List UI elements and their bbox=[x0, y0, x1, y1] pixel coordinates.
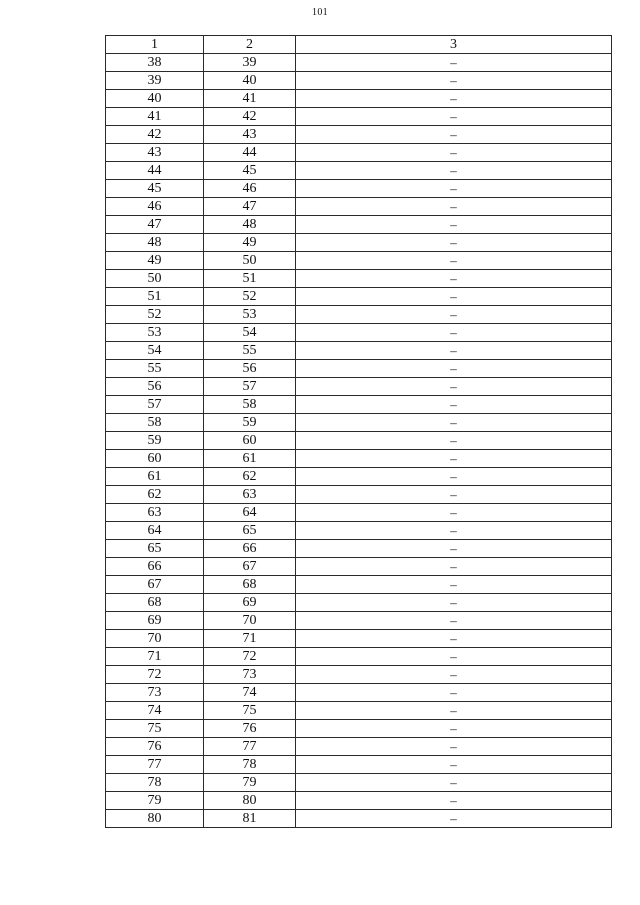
table-cell-col-3: – bbox=[296, 756, 612, 774]
table-cell-col-3: – bbox=[296, 144, 612, 162]
table-row bbox=[106, 252, 612, 270]
table-cell-col-2: 52 bbox=[204, 288, 296, 306]
table-cell-col-1: 56 bbox=[106, 378, 204, 396]
table-cell-col-1: 44 bbox=[106, 162, 204, 180]
table-row bbox=[106, 756, 612, 774]
table-cell-col-3: – bbox=[296, 342, 612, 360]
table-cell-col-1: 55 bbox=[106, 360, 204, 378]
table-row bbox=[106, 144, 612, 162]
table-cell-col-1: 79 bbox=[106, 792, 204, 810]
table-cell-col-3: – bbox=[296, 810, 612, 828]
table-cell-col-2: 62 bbox=[204, 468, 296, 486]
table-cell-col-3: – bbox=[296, 414, 612, 432]
table-row bbox=[106, 702, 612, 720]
table-row bbox=[106, 558, 612, 576]
table-cell-col-3: – bbox=[296, 450, 612, 468]
table-cell-col-2: 45 bbox=[204, 162, 296, 180]
table-cell-col-2: 73 bbox=[204, 666, 296, 684]
data-table bbox=[105, 35, 612, 828]
table-cell-col-3: – bbox=[296, 648, 612, 666]
table-row bbox=[106, 234, 612, 252]
table-cell-col-1: 65 bbox=[106, 540, 204, 558]
table-row bbox=[106, 684, 612, 702]
table-cell-col-2: 63 bbox=[204, 486, 296, 504]
table-cell-col-3: – bbox=[296, 504, 612, 522]
table-row bbox=[106, 198, 612, 216]
table-cell-col-1: 52 bbox=[106, 306, 204, 324]
table-row bbox=[106, 126, 612, 144]
table-cell-col-3: – bbox=[296, 72, 612, 90]
table-cell-col-1: 42 bbox=[106, 126, 204, 144]
table-cell-col-1: 57 bbox=[106, 396, 204, 414]
table-cell-col-3: – bbox=[296, 126, 612, 144]
table-cell-col-1: 80 bbox=[106, 810, 204, 828]
table-cell-col-2: 71 bbox=[204, 630, 296, 648]
table-cell-col-1: 66 bbox=[106, 558, 204, 576]
table-cell-col-3: – bbox=[296, 90, 612, 108]
table-cell-col-2: 81 bbox=[204, 810, 296, 828]
table-cell-col-2: 58 bbox=[204, 396, 296, 414]
table-cell-col-2: 70 bbox=[204, 612, 296, 630]
table-cell-col-1: 49 bbox=[106, 252, 204, 270]
table-cell-col-1: 41 bbox=[106, 108, 204, 126]
table-cell-col-1: 76 bbox=[106, 738, 204, 756]
table-cell-col-2: 47 bbox=[204, 198, 296, 216]
table-cell-col-2: 67 bbox=[204, 558, 296, 576]
table-cell-col-3: – bbox=[296, 360, 612, 378]
table-cell-col-3: – bbox=[296, 774, 612, 792]
table-row bbox=[106, 414, 612, 432]
table-cell-col-2: 42 bbox=[204, 108, 296, 126]
table-cell-col-2: 69 bbox=[204, 594, 296, 612]
table-cell-col-3: – bbox=[296, 216, 612, 234]
table-cell-col-3: – bbox=[296, 162, 612, 180]
table-row bbox=[106, 270, 612, 288]
table-cell-col-3: – bbox=[296, 720, 612, 738]
table-row bbox=[106, 90, 612, 108]
table-cell-col-3: – bbox=[296, 198, 612, 216]
table-cell-col-3: – bbox=[296, 252, 612, 270]
table-cell-col-2: 43 bbox=[204, 126, 296, 144]
table-cell-col-2: 72 bbox=[204, 648, 296, 666]
table-cell-col-1: 53 bbox=[106, 324, 204, 342]
table-cell-col-1: 43 bbox=[106, 144, 204, 162]
table-row bbox=[106, 738, 612, 756]
table-row bbox=[106, 324, 612, 342]
table-cell-col-3: – bbox=[296, 234, 612, 252]
table-row bbox=[106, 162, 612, 180]
table-cell-col-2: 57 bbox=[204, 378, 296, 396]
table-row bbox=[106, 288, 612, 306]
table-cell-col-2: 44 bbox=[204, 144, 296, 162]
table-row bbox=[106, 522, 612, 540]
table-cell-col-1: 62 bbox=[106, 486, 204, 504]
table-row bbox=[106, 666, 612, 684]
table-row bbox=[106, 180, 612, 198]
table-cell-col-2: 76 bbox=[204, 720, 296, 738]
table-cell-col-1: 60 bbox=[106, 450, 204, 468]
table-row bbox=[106, 360, 612, 378]
table-row bbox=[106, 594, 612, 612]
table-cell-col-1: 48 bbox=[106, 234, 204, 252]
table-cell-col-2: 51 bbox=[204, 270, 296, 288]
table-row bbox=[106, 396, 612, 414]
table-cell-col-2: 64 bbox=[204, 504, 296, 522]
table-row bbox=[106, 720, 612, 738]
table-cell-col-2: 68 bbox=[204, 576, 296, 594]
header-row bbox=[106, 36, 612, 54]
table-cell-col-2: 59 bbox=[204, 414, 296, 432]
table-cell-col-1: 75 bbox=[106, 720, 204, 738]
table-cell-col-3: – bbox=[296, 630, 612, 648]
table-cell-col-1: 39 bbox=[106, 72, 204, 90]
table-cell-col-1: 40 bbox=[106, 90, 204, 108]
table-row bbox=[106, 108, 612, 126]
data-table-container bbox=[105, 35, 611, 828]
table-row bbox=[106, 792, 612, 810]
table-row bbox=[106, 72, 612, 90]
table-row bbox=[106, 378, 612, 396]
table-cell-col-3: – bbox=[296, 108, 612, 126]
table-row bbox=[106, 774, 612, 792]
table-cell-col-1: 72 bbox=[106, 666, 204, 684]
table-row bbox=[106, 54, 612, 72]
table-cell-col-2: 74 bbox=[204, 684, 296, 702]
table-body bbox=[106, 54, 612, 828]
table-row bbox=[106, 612, 612, 630]
table-cell-col-2: 41 bbox=[204, 90, 296, 108]
table-cell-col-2: 55 bbox=[204, 342, 296, 360]
table-cell-col-3: – bbox=[296, 702, 612, 720]
table-cell-col-2: 56 bbox=[204, 360, 296, 378]
page-number: 101 bbox=[312, 7, 328, 18]
table-cell-col-1: 78 bbox=[106, 774, 204, 792]
table-cell-col-1: 74 bbox=[106, 702, 204, 720]
table-cell-col-1: 38 bbox=[106, 54, 204, 72]
table-cell-col-1: 45 bbox=[106, 180, 204, 198]
table-cell-col-1: 70 bbox=[106, 630, 204, 648]
table-row bbox=[106, 810, 612, 828]
table-row bbox=[106, 306, 612, 324]
table-cell-col-3: – bbox=[296, 378, 612, 396]
table-cell-col-3: – bbox=[296, 324, 612, 342]
table-cell-col-2: 61 bbox=[204, 450, 296, 468]
table-cell-col-1: 64 bbox=[106, 522, 204, 540]
table-cell-col-1: 47 bbox=[106, 216, 204, 234]
table-cell-col-3: – bbox=[296, 684, 612, 702]
table-cell-col-2: 79 bbox=[204, 774, 296, 792]
table-cell-col-1: 61 bbox=[106, 468, 204, 486]
table-row bbox=[106, 216, 612, 234]
table-cell-col-3: – bbox=[296, 288, 612, 306]
table-cell-col-2: 39 bbox=[204, 54, 296, 72]
table-cell-col-2: 46 bbox=[204, 180, 296, 198]
table-cell-col-2: 60 bbox=[204, 432, 296, 450]
table-cell-col-1: 46 bbox=[106, 198, 204, 216]
table-cell-col-1: 67 bbox=[106, 576, 204, 594]
table-cell-col-2: 53 bbox=[204, 306, 296, 324]
table-cell-col-3: – bbox=[296, 270, 612, 288]
table-row bbox=[106, 630, 612, 648]
table-cell-col-3: – bbox=[296, 522, 612, 540]
table-cell-col-3: – bbox=[296, 576, 612, 594]
table-cell-col-2: 66 bbox=[204, 540, 296, 558]
column-header-3: 3 bbox=[296, 36, 612, 54]
table-cell-col-2: 77 bbox=[204, 738, 296, 756]
table-row bbox=[106, 576, 612, 594]
table-cell-col-3: – bbox=[296, 612, 612, 630]
table-cell-col-3: – bbox=[296, 54, 612, 72]
table-cell-col-3: – bbox=[296, 468, 612, 486]
table-cell-col-3: – bbox=[296, 306, 612, 324]
table-cell-col-2: 49 bbox=[204, 234, 296, 252]
table-cell-col-1: 69 bbox=[106, 612, 204, 630]
table-row bbox=[106, 504, 612, 522]
table-row bbox=[106, 540, 612, 558]
table-cell-col-1: 50 bbox=[106, 270, 204, 288]
table-cell-col-2: 54 bbox=[204, 324, 296, 342]
table-cell-col-2: 80 bbox=[204, 792, 296, 810]
table-cell-col-3: – bbox=[296, 666, 612, 684]
table-cell-col-1: 68 bbox=[106, 594, 204, 612]
table-cell-col-2: 50 bbox=[204, 252, 296, 270]
table-cell-col-3: – bbox=[296, 738, 612, 756]
table-row bbox=[106, 468, 612, 486]
table-row bbox=[106, 342, 612, 360]
table-cell-col-3: – bbox=[296, 486, 612, 504]
table-cell-col-1: 54 bbox=[106, 342, 204, 360]
table-row bbox=[106, 648, 612, 666]
table-cell-col-1: 77 bbox=[106, 756, 204, 774]
table-cell-col-1: 71 bbox=[106, 648, 204, 666]
table-cell-col-3: – bbox=[296, 792, 612, 810]
column-header-2: 2 bbox=[204, 36, 296, 54]
table-row bbox=[106, 486, 612, 504]
table-cell-col-1: 73 bbox=[106, 684, 204, 702]
table-cell-col-3: – bbox=[296, 594, 612, 612]
table-cell-col-1: 51 bbox=[106, 288, 204, 306]
table-cell-col-3: – bbox=[296, 432, 612, 450]
table-cell-col-2: 75 bbox=[204, 702, 296, 720]
table-cell-col-3: – bbox=[296, 540, 612, 558]
table-cell-col-2: 65 bbox=[204, 522, 296, 540]
table-cell-col-3: – bbox=[296, 180, 612, 198]
table-cell-col-1: 59 bbox=[106, 432, 204, 450]
table-cell-col-3: – bbox=[296, 396, 612, 414]
table-cell-col-2: 48 bbox=[204, 216, 296, 234]
table-row bbox=[106, 450, 612, 468]
table-header bbox=[106, 36, 612, 54]
table-cell-col-1: 58 bbox=[106, 414, 204, 432]
table-cell-col-2: 78 bbox=[204, 756, 296, 774]
column-header-1: 1 bbox=[106, 36, 204, 54]
table-cell-col-2: 40 bbox=[204, 72, 296, 90]
table-row bbox=[106, 432, 612, 450]
table-cell-col-1: 63 bbox=[106, 504, 204, 522]
table-cell-col-3: – bbox=[296, 558, 612, 576]
